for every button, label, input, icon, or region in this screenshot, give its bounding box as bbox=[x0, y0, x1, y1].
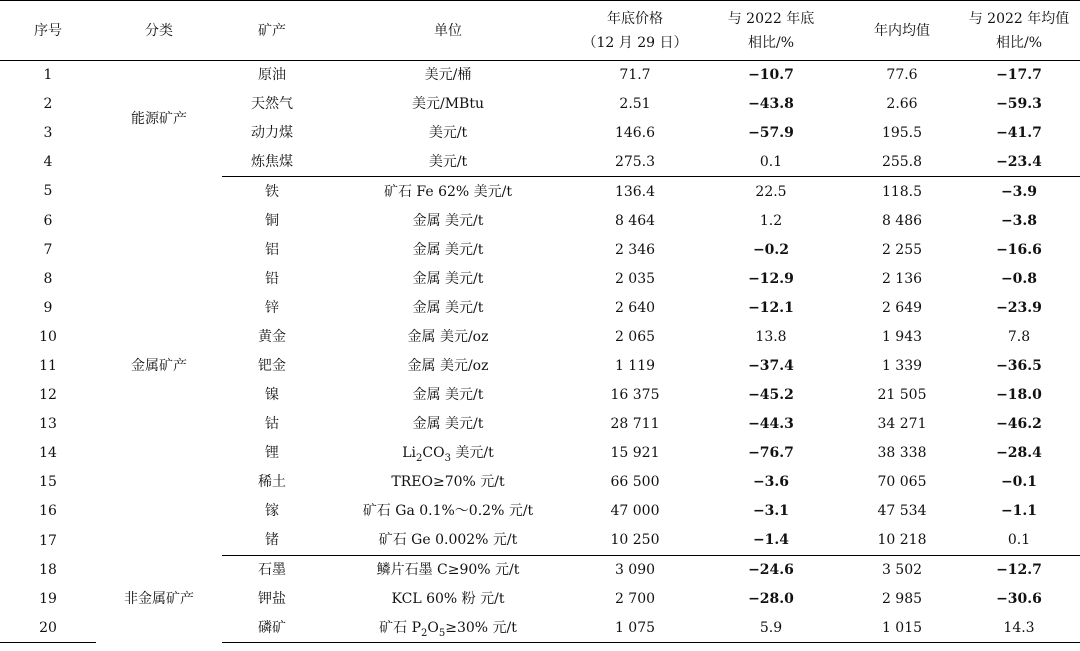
row-vs-avg: −3.8 bbox=[1000, 212, 1038, 229]
row-seq: 5 bbox=[43, 183, 53, 200]
header-price-line1: 年底价格 bbox=[607, 10, 663, 27]
row-mineral: 铅 bbox=[265, 270, 279, 287]
header-price-line2: （12 月 29 日） bbox=[582, 34, 688, 51]
row-unit: 金属 美元/t bbox=[412, 299, 484, 316]
row-vs-end: −44.3 bbox=[748, 416, 794, 433]
table-body bbox=[0, 61, 1080, 643]
row-vs-end: 0.1 bbox=[759, 154, 783, 171]
row-mineral: 磷矿 bbox=[222, 613, 322, 642]
unit-subscript: 3 bbox=[444, 453, 451, 465]
row-vs-end: −12.1 bbox=[748, 299, 794, 316]
row-unit: 鳞片石墨 C≥90% 元/t bbox=[322, 555, 574, 584]
row-unit: 金属 美元/t bbox=[412, 416, 484, 433]
header-category: 分类 bbox=[96, 1, 222, 61]
row-seq: 13 bbox=[39, 416, 57, 433]
row-vs-avg: −3.9 bbox=[958, 177, 1080, 206]
header-vs-avg bbox=[958, 1, 1080, 61]
row-avg: 2 136 bbox=[881, 270, 923, 287]
row-unit: 矿石 Fe 62% 美元/t bbox=[322, 177, 574, 206]
row-vs-avg: 14.3 bbox=[958, 613, 1080, 642]
table-row bbox=[0, 61, 1080, 90]
row-avg: 2 649 bbox=[881, 299, 923, 316]
row-seq: 4 bbox=[43, 154, 53, 171]
row-avg: 8 486 bbox=[881, 212, 923, 229]
row-vs-end: −28.0 bbox=[748, 590, 794, 607]
row-avg: 2 985 bbox=[881, 590, 923, 607]
unit-part: 矿石 P bbox=[379, 619, 421, 636]
row-unit: TREO≥70% 元/t bbox=[391, 474, 505, 491]
row-mineral: 铝 bbox=[265, 241, 279, 258]
row-price: 1 075 bbox=[574, 613, 696, 642]
row-vs-avg: −46.2 bbox=[996, 416, 1042, 433]
unit-part: ≥30% 元/t bbox=[445, 619, 517, 636]
table-row bbox=[0, 555, 1080, 584]
row-price: 2 700 bbox=[614, 590, 656, 607]
row-vs-end: −1.4 bbox=[752, 532, 790, 549]
table-header bbox=[0, 1, 1080, 61]
row-vs-end: −57.9 bbox=[748, 125, 794, 142]
row-vs-avg: −0.8 bbox=[1000, 270, 1038, 287]
row-seq: 8 bbox=[43, 270, 53, 287]
unit-subscript: 2 bbox=[416, 453, 423, 465]
row-avg: 118.5 bbox=[846, 177, 958, 206]
row-unit: 美元/t bbox=[428, 125, 468, 142]
row-vs-end: 22.5 bbox=[696, 177, 846, 206]
unit-subscript: 2 bbox=[421, 627, 428, 639]
header-vs-end bbox=[696, 1, 846, 61]
category-cell: 能源矿产 bbox=[131, 110, 187, 127]
row-price: 8 464 bbox=[614, 212, 656, 229]
row-seq: 14 bbox=[39, 445, 57, 462]
row-avg: 255.8 bbox=[881, 154, 923, 171]
row-avg: 34 271 bbox=[877, 416, 927, 433]
row-seq: 18 bbox=[39, 561, 57, 578]
row-price: 146.6 bbox=[614, 125, 656, 142]
row-price: 2.51 bbox=[619, 96, 651, 113]
row-mineral: 稀土 bbox=[258, 474, 286, 491]
row-avg: 2.66 bbox=[886, 96, 918, 113]
row-mineral: 锗 bbox=[265, 532, 279, 549]
row-vs-end: −12.9 bbox=[748, 270, 794, 287]
row-mineral: 原油 bbox=[222, 61, 322, 90]
row-vs-end: −76.7 bbox=[748, 445, 794, 462]
row-unit: 矿石 Ga 0.1%～0.2% 元/t bbox=[362, 503, 534, 520]
row-vs-end: −3.6 bbox=[752, 474, 790, 491]
row-mineral: 镍 bbox=[265, 387, 279, 404]
row-unit bbox=[322, 613, 574, 642]
row-seq: 11 bbox=[39, 357, 57, 374]
header-vs-avg-line1: 与 2022 年均值 bbox=[968, 10, 1070, 27]
row-avg: 2 255 bbox=[881, 241, 923, 258]
row-mineral: 钾盐 bbox=[258, 590, 286, 607]
header-avg: 年内均值 bbox=[846, 1, 958, 61]
row-vs-avg: −36.5 bbox=[996, 357, 1042, 374]
header-seq: 序号 bbox=[0, 1, 96, 61]
row-unit: 金属 美元/oz bbox=[407, 328, 489, 345]
row-price: 136.4 bbox=[574, 177, 696, 206]
row-seq: 19 bbox=[39, 590, 57, 607]
row-mineral: 锌 bbox=[265, 299, 279, 316]
row-vs-avg: −23.9 bbox=[996, 299, 1042, 316]
row-seq: 16 bbox=[39, 503, 57, 520]
row-vs-end: −3.1 bbox=[752, 503, 790, 520]
row-avg: 70 065 bbox=[877, 474, 927, 491]
row-price: 10 250 bbox=[610, 532, 660, 549]
row-vs-avg: 0.1 bbox=[1007, 532, 1031, 549]
category-cell: 金属矿产 bbox=[131, 357, 187, 374]
row-vs-end: −10.7 bbox=[696, 61, 846, 90]
row-mineral: 铜 bbox=[265, 212, 279, 229]
header-vs-avg-line2: 相比/% bbox=[995, 34, 1043, 51]
row-price: 71.7 bbox=[574, 61, 696, 90]
row-vs-avg: −59.3 bbox=[996, 96, 1042, 113]
row-seq: 10 bbox=[39, 328, 57, 345]
row-vs-end: −43.8 bbox=[748, 96, 794, 113]
row-vs-avg: −41.7 bbox=[996, 125, 1042, 142]
row-seq: 6 bbox=[43, 212, 53, 229]
row-seq: 9 bbox=[43, 299, 53, 316]
row-mineral: 动力煤 bbox=[251, 125, 293, 142]
row-vs-end: 13.8 bbox=[755, 328, 787, 345]
row-unit: 美元/t bbox=[428, 154, 468, 171]
row-price: 66 500 bbox=[610, 474, 660, 491]
row-vs-avg: −16.6 bbox=[996, 241, 1042, 258]
row-unit: 美元/MBtu bbox=[412, 96, 484, 113]
row-mineral: 钯金 bbox=[258, 357, 286, 374]
row-vs-avg: −30.6 bbox=[996, 590, 1042, 607]
row-unit: 金属 美元/t bbox=[412, 241, 484, 258]
unit-part: 美元/t bbox=[450, 445, 494, 462]
header-unit: 单位 bbox=[322, 1, 574, 61]
row-unit: 矿石 Ge 0.002% 元/t bbox=[378, 532, 518, 549]
row-price: 2 346 bbox=[614, 241, 656, 258]
row-avg: 21 505 bbox=[877, 387, 927, 404]
row-unit: 金属 美元/t bbox=[412, 212, 484, 229]
row-avg: 77.6 bbox=[846, 61, 958, 90]
row-avg: 38 338 bbox=[877, 445, 927, 462]
row-price: 1 119 bbox=[614, 357, 656, 374]
row-seq: 12 bbox=[39, 387, 57, 404]
row-mineral: 镓 bbox=[265, 503, 279, 520]
row-avg: 3 502 bbox=[846, 555, 958, 584]
row-avg: 195.5 bbox=[881, 125, 923, 142]
unit-part: Li bbox=[402, 445, 417, 462]
row-price: 2 640 bbox=[614, 299, 656, 316]
row-seq: 3 bbox=[43, 125, 53, 142]
row-mineral: 石墨 bbox=[222, 555, 322, 584]
row-price: 275.3 bbox=[614, 154, 656, 171]
row-vs-avg: −28.4 bbox=[996, 445, 1042, 462]
row-vs-avg: 7.8 bbox=[1007, 328, 1031, 345]
row-vs-end: −24.6 bbox=[696, 555, 846, 584]
row-price: 2 035 bbox=[614, 270, 656, 287]
row-vs-end: 5.9 bbox=[696, 613, 846, 642]
row-unit: 金属 美元/oz bbox=[407, 357, 489, 374]
row-unit: KCL 60% 粉 元/t bbox=[391, 590, 505, 607]
row-unit bbox=[322, 439, 574, 468]
row-price: 3 090 bbox=[574, 555, 696, 584]
row-price: 2 065 bbox=[614, 328, 656, 345]
unit-subscript: 5 bbox=[438, 627, 446, 639]
unit-part: O bbox=[427, 619, 439, 636]
row-vs-end: −45.2 bbox=[748, 387, 794, 404]
unit-part: CO bbox=[422, 445, 445, 462]
row-price: 28 711 bbox=[610, 416, 660, 433]
row-price: 15 921 bbox=[610, 445, 660, 462]
row-seq: 2 bbox=[43, 96, 53, 113]
row-vs-avg: −23.4 bbox=[996, 154, 1042, 171]
row-avg: 1 015 bbox=[846, 613, 958, 642]
row-avg: 1 943 bbox=[881, 328, 923, 345]
row-mineral: 铁 bbox=[222, 177, 322, 206]
row-mineral: 黄金 bbox=[258, 328, 286, 345]
row-vs-avg: −17.7 bbox=[958, 61, 1080, 90]
row-seq: 15 bbox=[39, 474, 57, 491]
row-vs-end: −37.4 bbox=[748, 357, 794, 374]
row-seq: 7 bbox=[43, 241, 53, 258]
header-vs-end-line1: 与 2022 年底 bbox=[727, 10, 815, 27]
table-row bbox=[0, 177, 1080, 206]
row-price: 16 375 bbox=[610, 387, 660, 404]
header-price bbox=[574, 1, 696, 61]
row-seq: 20 bbox=[0, 613, 96, 642]
header-mineral: 矿产 bbox=[222, 1, 322, 61]
row-mineral: 炼焦煤 bbox=[251, 154, 293, 171]
row-vs-avg: −0.1 bbox=[1000, 474, 1038, 491]
row-vs-avg: −18.0 bbox=[996, 387, 1042, 404]
row-vs-avg: −1.1 bbox=[1000, 503, 1038, 520]
row-vs-avg: −12.7 bbox=[958, 555, 1080, 584]
row-seq: 1 bbox=[43, 67, 53, 84]
row-unit: 金属 美元/t bbox=[412, 387, 484, 404]
category-cell: 非金属矿产 bbox=[124, 590, 194, 607]
header-vs-end-line2: 相比/% bbox=[747, 34, 795, 51]
row-vs-end: −0.2 bbox=[752, 241, 790, 258]
row-mineral: 天然气 bbox=[251, 96, 293, 113]
row-vs-end: 1.2 bbox=[759, 212, 783, 229]
row-avg: 1 339 bbox=[881, 357, 923, 374]
row-mineral: 锂 bbox=[265, 445, 279, 462]
row-avg: 10 218 bbox=[877, 532, 927, 549]
row-unit: 美元/桶 bbox=[322, 61, 574, 90]
row-avg: 47 534 bbox=[877, 503, 927, 520]
row-unit: 金属 美元/t bbox=[412, 270, 484, 287]
row-price: 47 000 bbox=[610, 503, 660, 520]
row-seq: 17 bbox=[39, 532, 57, 549]
row-mineral: 钴 bbox=[265, 416, 279, 433]
